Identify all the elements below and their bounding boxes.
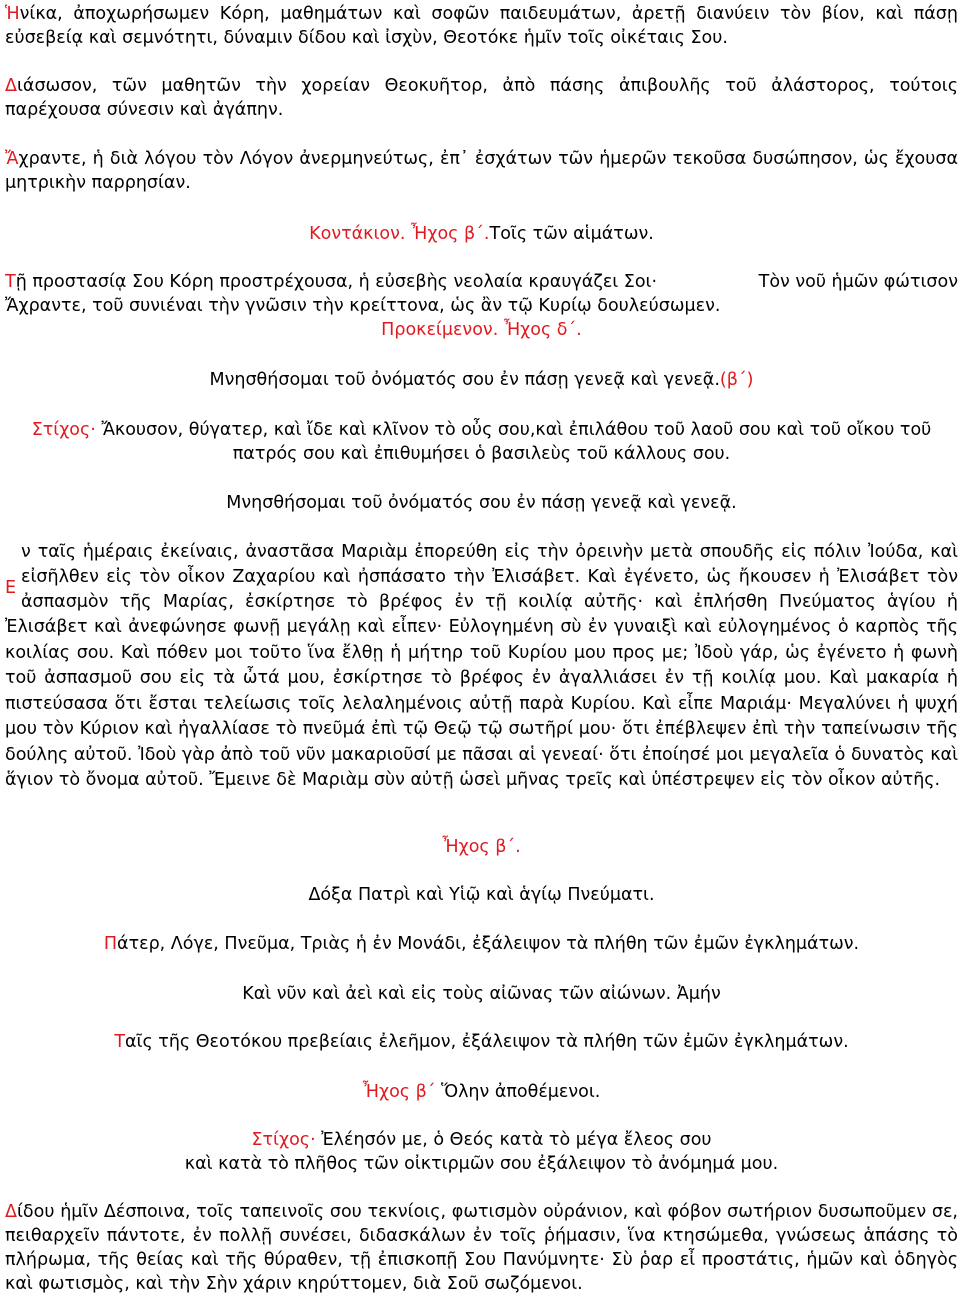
echos-heading: Ἦχος β΄. xyxy=(442,837,521,857)
stichos-2 xyxy=(5,1128,958,1176)
troparion-text: αῖς τῆς Θεοτόκου πρεβείαις ἐλεῆμον, ἐξάλειψον τὰ πλήθη τῶν ἐμῶν ἐγκλημάτων. xyxy=(125,1032,849,1052)
initial-letter: Τ xyxy=(5,272,16,292)
initial-letter: Π xyxy=(103,934,118,954)
kontakion-melody: Τοῖς τῶν αἱμάτων. xyxy=(489,224,654,244)
echos-label: Ἦχος β΄ xyxy=(362,1082,436,1102)
prokeimenon-verse xyxy=(5,368,958,392)
initial-letter: Δ xyxy=(5,76,17,96)
paragraph-text: χραντε, ἡ διὰ λόγου τὸν Λόγον ἀνερμηνεύτως, ἐπ᾿ ἐσχάτων τῶν ἡμερῶν τεκοῦσα δυσώπησον, ὡς ἔχουσα μητρικὴν παρρησίαν. xyxy=(5,149,958,193)
kontakion-line-2: Ἄχραντε, τοῦ συνιέναι τὴν γνῶσιν τὴν κρείττονα, ὡς ἂν τῷ Κυρίῳ δουλεύσωμεν. xyxy=(5,296,721,316)
stichos-label: Στίχος· xyxy=(31,420,96,440)
stichos-line-2: πατρός σου καὶ ἐπιθυμήσει ὁ βασιλεὺς τοῦ κάλλους σου. xyxy=(232,444,731,464)
hymn-paragraph-1 xyxy=(5,2,958,50)
stichos-line-1: Ἐλέησόν με, ὁ Θεός κατὰ τὸ μέγα ἔλεος σου xyxy=(315,1130,712,1150)
verse-text: Μνησθήσομαι τοῦ ὀνόματός σου ἐν πάσῃ γενεᾷ καὶ γενεᾷ. xyxy=(209,370,720,390)
prokeimenon-verse-2: Μνησθήσομαι τοῦ ὀνόματός σου ἐν πάσῃ γενεᾷ καὶ γενεᾷ. xyxy=(226,493,737,513)
troparion-text: άτερ, Λόγε, Πνεῦμα, Τριὰς ἡ ἐν Μονάδι, ἐξάλειψον τὰ πλήθη τῶν ἐμῶν ἐγκλημάτων. xyxy=(117,934,860,954)
stichos-label: Στίχος· xyxy=(251,1130,316,1150)
gospel-line-1: ν ταῖς ἡμέραις ἐκείναις, ἀναστᾶσα Μαριὰμ ἐπορεύθη εἰς τὴν ὀρεινὴν μετὰ σπουδῆς εἰς πόλιν Ἰούδα, καὶ xyxy=(21,542,958,562)
paragraph-text: ιάσωσον, τῶν μαθητῶν τὴν χορείαν Θεοκυῆτορ, ἀπὸ πάσης ἀπιβουλῆς τοῦ ἀλάστορος, τούτοις παρέχουσα σύνεσιν καὶ ἀγάπην. xyxy=(5,76,958,120)
kontakion-label: Κοντάκιον. Ἦχος β΄. xyxy=(309,224,490,244)
kai-nyn-verse: Καὶ νῦν καὶ ἀεὶ καὶ εἰς τοὺς αἰῶνας τῶν αἰώνων. Ἀμήν xyxy=(242,984,721,1004)
gospel-reading xyxy=(5,540,958,794)
melody-name: Ὅλην ἀποθέμενοι. xyxy=(435,1082,601,1102)
echos-melody-heading xyxy=(5,1080,958,1104)
paragraph-text: νίκα, ἀποχωρήσωμεν Κόρη, μαθημάτων καὶ σοφῶν παιδευμάτων, ἀρετῇ διανύειν τὸν βίον, καὶ πάσῃ εὐσεβείᾳ καὶ σεμνότητι, δύναμιν δίδου καὶ ἰσχὺν, Θεοτόκε ἡμῖν τοῖς οἰκέταις Σου. xyxy=(5,4,958,48)
kontakion-line-1-end: Τὸν νοῦ ἡμῶν φώτισον xyxy=(758,272,958,292)
initial-letter: Δ xyxy=(5,1202,17,1222)
gospel-initial-letter: Ε xyxy=(5,578,17,598)
initial-letter: Ἡ xyxy=(5,4,20,24)
kontakion-heading xyxy=(5,222,958,246)
troparion-text: ίδου ἡμῖν Δέσποινα, τοῖς ταπεινοῖς σου τεκνίοις, φωτισμὸν οὐράνιον, καὶ φόβον σωτήριον δυσωποῦμεν σε, πειθαρχεῖν πάντοτε, ἐν πολλῇ συνέσει, διδασκάλων ἐν τοῖς ῥήμασιν, ἵνα κτησώμεθα, γνώσεως ἁπάσης τὸ πλήρωμα, τῆς θείας καὶ τῆς θύραθεν, τῇ ἐπισκοπῇ Σου Πανύμνητε· Σὺ ῥαρ εἶ προστάτις, ἡμῶν καὶ ὁδηγὸς καὶ φωτισμὸς, καὶ τὴν Σὴν χάριν κηρύττομεν, διὰ Σοῦ σωζόμενοι. xyxy=(5,1202,958,1294)
troparion-tais xyxy=(5,1030,958,1054)
gospel-line-2: εἰσῆλθεν εἰς τὸν οἶκον Ζαχαρίου καὶ ἠσπάσατο τὴν Ἐλισάβετ. Καὶ ἐγένετο, ὡς ἤκουσεν ἡ Ἐλισάβετ τὸν xyxy=(21,567,958,587)
hymn-paragraph-3 xyxy=(5,147,958,195)
repeat-marker: (β΄) xyxy=(719,370,754,390)
initial-letter: Τ xyxy=(114,1032,126,1052)
troparion-didou xyxy=(5,1200,958,1296)
troparion-pater xyxy=(5,932,958,956)
kontakion-line-1: ῇ προστασίᾳ Σου Κόρη προστρέχουσα, ἡ εὐσεβὴς νεολαία κραυγάζει Σοι· xyxy=(15,272,658,292)
hymn-paragraph-2 xyxy=(5,74,958,122)
gospel-continuation: Ἐλισάβετ καὶ ἀνεφώνησε φωνῇ μεγάλῃ καὶ εἶπεν· Εὐλογημένη σὺ ἐν γυναιξὶ καὶ εὐλογημένος ὁ καρπὸς τῆς κοιλίας σου. Καὶ πόθεν μοι τοῦτο ἵνα ἔλθῃ ἡ μήτηρ τοῦ Κυρίου μου προς με; Ἰδοὺ γάρ, ὡς ἐγένετο ἡ φωνὴ τοῦ ἀσπασμοῦ σου εἰς τὰ ὦτά μου, ἐσκίρτησε τὸ βρέφος ἐν ἀγαλλιάσει ἐν τῇ κοιλίᾳ μου. Καὶ μακαρία ἡ πιστεύσασα ὅτι ἔσται τελείωσις τοῖς λελαλημένοις αὐτῇ παρὰ Κυρίου. Καὶ εἶπε Μαριάμ· Μεγαλύνει ἡ ψυχή μου τὸν Κύριον καὶ ἠγαλλίασε τὸ πνεῦμά ἐπὶ τῷ Θεῷ τῷ σωτῆρί μου· ὅτι ἐπέβλεψεν ἐπὶ τὴν ταπείνωσιν τῆς δούλης αὐτοῦ. Ἰδοὺ γὰρ ἀπὸ τοῦ νῦν μακαριοῦσί με πᾶσαι αἱ γενεαί· ὅτι ἐποίησέ μοι μεγαλεῖα ὁ δυνατὸς καὶ ἅγιον τὸ ὄνομα αὐτοῦ. Ἔμεινε δὲ Μαριὰμ σὺν αὐτῇ ὡσεὶ μῆνας τρεῖς καὶ ὑπέστρεψεν εἰς τὸν οἶκον αὐτῆς. xyxy=(5,617,958,790)
prokeimenon-heading: Προκείμενον. Ἦχος δ΄. xyxy=(381,320,582,340)
stichos-line-1: Ἄκουσον, θύγατερ, καὶ ἴδε καὶ κλῖνον τὸ οὖς σου,καὶ ἐπιλάθου τοῦ λαοῦ σου καὶ τοῦ οἴκου τοῦ xyxy=(101,420,932,440)
gospel-line-3: ἀσπασμὸν τῆς Μαρίας, ἐσκίρτησε τὸ βρέφος ἐν τῇ κοιλίᾳ αὐτῆς· καὶ ἐπλήσθη Πνεύματος ἁγίου ἡ xyxy=(21,592,958,612)
doxa-verse: Δόξα Πατρὶ καὶ Υἱῷ καὶ ἁγίῳ Πνεύματι. xyxy=(308,885,655,905)
stichos-line-2: καὶ κατὰ τὸ πλῆθος τῶν οἰκτιρμῶν σου ἐξάλειψον τὸ ἀνόμημά μου. xyxy=(184,1154,779,1174)
initial-letter: Ἄ xyxy=(5,149,19,169)
kontakion-text xyxy=(5,270,958,318)
stichos-1 xyxy=(5,418,958,466)
